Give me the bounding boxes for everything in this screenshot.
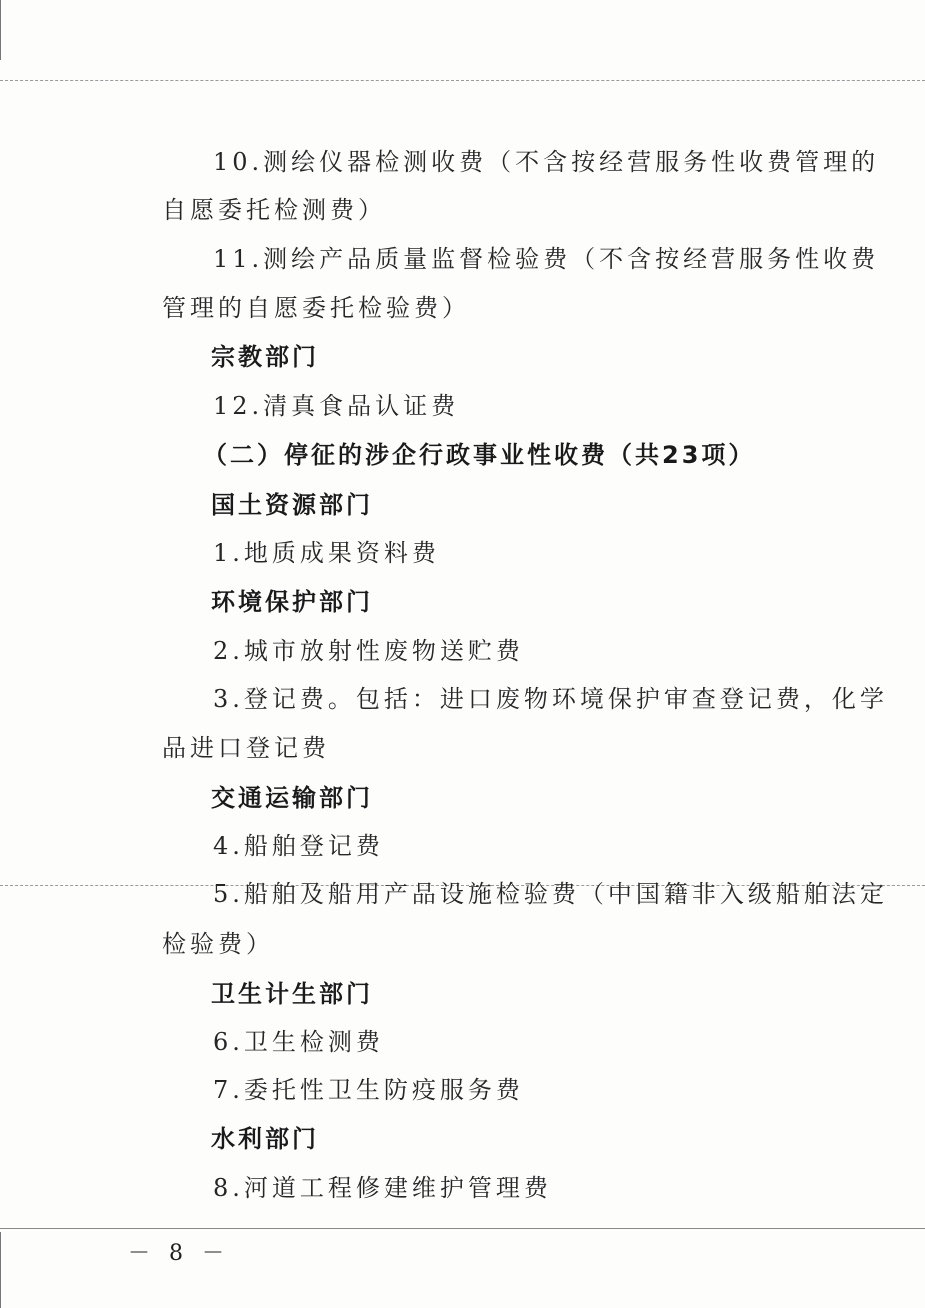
item-5-line-2: 检验费） (162, 930, 274, 958)
item-8: 8.河道工程修建维护管理费 (213, 1174, 552, 1202)
heading-section-2: （二）停征的涉企行政事业性收费（共23项） (203, 441, 756, 469)
item-7: 7.委托性卫生防疫服务费 (213, 1076, 524, 1104)
item-5-line-1: 5.船舶及船用产品设施检验费（中国籍非入级船舶法定 (213, 880, 888, 908)
item-10-line-2: 自愿委托检测费） (162, 196, 386, 224)
scan-line-bottom (0, 1228, 925, 1229)
item-4: 4.船舶登记费 (213, 832, 384, 860)
heading-religion-dept: 宗教部门 (211, 343, 319, 371)
heading-water-dept: 水利部门 (211, 1125, 319, 1153)
heading-health-dept: 卫生计生部门 (211, 980, 373, 1008)
item-3-line-2: 品进口登记费 (162, 734, 330, 762)
item-11-line-1: 11.测绘产品质量监督检验费（不含按经营服务性收费 (213, 245, 880, 273)
item-11-line-2: 管理的自愿委托检验费） (162, 294, 470, 322)
item-3-line-1: 3.登记费。包括：进口废物环境保护审查登记费，化学 (213, 685, 888, 713)
item-1: 1.地质成果资料费 (213, 539, 440, 567)
heading-environment-dept: 环境保护部门 (211, 588, 373, 616)
scan-left-edge-bottom (0, 1232, 1, 1308)
page-number: － 8 － (128, 1241, 230, 1266)
item-12: 12.清真食品认证费 (213, 392, 460, 420)
scan-line-top (0, 80, 925, 81)
item-10-line-1: 10.测绘仪器检测收费（不含按经营服务性收费管理的 (213, 148, 880, 176)
heading-land-resources-dept: 国土资源部门 (211, 491, 373, 519)
item-2: 2.城市放射性废物送贮费 (213, 637, 524, 665)
item-6: 6.卫生检测费 (213, 1028, 384, 1056)
scan-left-edge-top (0, 0, 1, 60)
heading-transport-dept: 交通运输部门 (211, 784, 373, 812)
